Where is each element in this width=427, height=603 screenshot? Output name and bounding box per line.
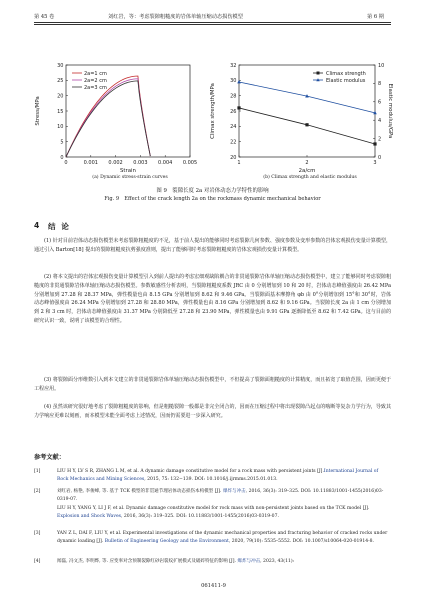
figure-caption-zh: 图 9 裂隙长度 2a 对岩体动态力学特性的影响 bbox=[156, 188, 269, 194]
data-point bbox=[373, 142, 376, 145]
reference-text: 刘红岩, 杨艳, 李俊峰, 等. 基于 TCK 模型的非贯通节理岩体动态损伤本构模型 [J]. 爆炸与冲击, 2016, 36(3): 319–325. DOI: 10.11883/1001-1455(2016)03-0319-07. bbox=[57, 489, 384, 502]
reference-link[interactable]: 爆炸与冲击 bbox=[222, 489, 246, 494]
references-heading: 参考文献： bbox=[34, 454, 65, 461]
legend-label: Elastic modulus bbox=[326, 77, 366, 84]
y-tick-label: 30 bbox=[230, 78, 237, 85]
paragraph-4 bbox=[34, 403, 391, 421]
x-axis-label: 2a/cm bbox=[298, 168, 316, 174]
legend-label: Climax strength bbox=[326, 70, 366, 77]
reference-text: LIU H Y, YANG Y, LI J F, et al. Dynamic damage constitutive model for rock mass with non-persistent joints based on the TCK model [J]. Explosion and Shock Waves, 2016, 36(3): 319–325. DOI: 10.11883/1001-1455(2016)03-0319-07. bbox=[57, 506, 370, 519]
paragraph-3-text: (3) 将裂隙面分形维数引入到本文建立的非贯通裂隙岩体单轴压缩动态损伤模型中，不但提高了裂隙面粗糙度的计算精度，而且拓宽了取值范围，因而更便于工程应用。 bbox=[34, 377, 391, 392]
subcaption-a: (a) Dynamic stress-strain curves bbox=[92, 175, 168, 180]
y-tick-label: 25 bbox=[57, 78, 64, 85]
x-tick-label: 0.003 bbox=[133, 160, 148, 166]
y-right-tick-label: 4 bbox=[378, 118, 382, 124]
figure-caption-en: Fig. 9 Effect of the crack length 2a on the rockmass dynamic mechanical behavior bbox=[104, 196, 321, 202]
y-tick-label: 20 bbox=[230, 154, 237, 161]
header-rule-thin bbox=[34, 24, 391, 25]
y-right-tick-label: 0 bbox=[378, 154, 382, 161]
legend-label: 2a=2 cm bbox=[84, 77, 107, 84]
section-number: 4 bbox=[34, 221, 40, 230]
y-tick-label: 15 bbox=[57, 108, 64, 115]
legend-label: 2a=3 cm bbox=[84, 84, 107, 91]
y-axis-label: Climax strength/MPa bbox=[210, 83, 216, 139]
x-tick-label: 0.001 bbox=[83, 160, 98, 166]
reference-text: LIU H Y, LV S R, ZHANG L M, et al. A dynamic damage constitutive model for a rock mass with persistent joints [J].International Journal of Rock Mechanics and Mining Sciences, 2015, 75: 132−139. DOI: 10.1016/j.ijrmms.2015.01.013. bbox=[57, 469, 379, 482]
reference-link[interactable]: Explosion and Shock Waves bbox=[57, 513, 121, 519]
chart-climax-modulus bbox=[205, 55, 400, 175]
y-tick-label: 30 bbox=[57, 62, 64, 69]
header-issue: 第 6 期 bbox=[367, 14, 384, 20]
paragraph-2-text: (2) 将本文提出的岩体宏观损伤变量计算模型引入到前人提出的考虑宏细观缺陷耦合的非贯通裂隙岩体单轴压缩动态损伤模型中，建立了能够同时考虑裂隙粗糙度的非贯通裂隙岩体单轴压缩动态损伤模型。参数敏感性分析表明，当裂隙粗糙度系数 JRC 由 0 分别增加到 10 和 20 时，岩体动态峰值强度由 26.42 MPa 分别增加到 27.28 和 28.37 MPa，弹性模量也由 8.15 GPa 分别增加到 8.62 和 9.46 GPa。当裂隙面基本摩擦角 φb 由 0°分别增加到 15°和 30°时，岩体动态峰值强度由 26.24 MPa 分别增加到 27.28 和 28.80 MPa，弹性模量也由 8.16 GPa 分别增加到 8.62 和 9.16 GPa。当裂隙长度 2a 由 1 cm 分别增加到 2 和 3 cm 时，岩体动态峰值强度由 31.37 MPa 分别降低至 27.28 和 23.90 MPa，弹性模量也由 9.91 GPa 逐渐降低至 8.62 和 7.42 GPa。这与目前的研究认识一致，说明了该模型的合理性。 bbox=[34, 274, 391, 324]
reference-item bbox=[34, 558, 391, 568]
reference-link[interactable]: International Journal of Rock Mechanics and Mining Sciences bbox=[57, 469, 379, 482]
reference-item bbox=[34, 488, 391, 504]
y-right-tick-label: 2 bbox=[378, 136, 382, 143]
reference-link[interactable]: 爆炸与冲击 bbox=[237, 559, 261, 564]
reference-number: [3] bbox=[34, 531, 41, 536]
series-line bbox=[66, 76, 150, 157]
series-line bbox=[66, 79, 150, 157]
y-tick-label: 28 bbox=[230, 93, 237, 100]
legend-marker bbox=[317, 72, 320, 75]
paragraph-4-text: (4) 虽然该研究很好地考虑了裂隙粗糙度的影响，但是粗糙裂隙一般都是非完全闭合的，因而在压缩过程中将出现裂隙凸起点的啮断等复杂力学行为，导致其力学响应更难以刻画，而本模型未能全面考虑上述情况，因而仍需要进一步深入研究。 bbox=[34, 404, 391, 419]
page-number: 061411-9 bbox=[201, 583, 226, 589]
y-right-tick-label: 8 bbox=[378, 81, 382, 88]
subcaption-b: (b) Climax strength and elastic modulus bbox=[263, 175, 357, 180]
x-tick-label: 0.005 bbox=[182, 160, 198, 166]
paragraph-3 bbox=[34, 376, 391, 394]
y-tick-label: 0 bbox=[60, 154, 64, 161]
header-title: 刘红岩，等：考虑裂隙粗糙度的岩体单轴压缩动态损伤模型 bbox=[108, 14, 243, 20]
legend-label: 2a=1 cm bbox=[84, 70, 107, 77]
x-tick-label: 3 bbox=[373, 160, 377, 166]
reference-text: YAN Z L, DAI F, LIU Y, et al. Experimental investigations of the dynamic mechanical properties and fracturing behavior of cracked rocks under dynamic loading [J]. Bulletin of Engineering Geology and the Environment, 2020, 79(10): 5535–5552. DOI: 10.1007/s10064-020-01914-8. bbox=[57, 531, 388, 544]
y-right-tick-label: 6 bbox=[378, 99, 382, 106]
y-tick-label: 26 bbox=[230, 108, 237, 115]
x-tick-label: 1 bbox=[237, 160, 241, 166]
y-tick-label: 10 bbox=[57, 124, 64, 131]
y-right-tick-label: 10 bbox=[378, 62, 385, 69]
x-tick-label: 0 bbox=[64, 160, 68, 166]
reference-item bbox=[34, 505, 391, 521]
paragraph-1 bbox=[34, 237, 391, 255]
paragraph-1-text: (1) 针对目前岩体动态损伤模型未考虑裂隙粗糙度的不足，基于前人提出的能够同时考虑裂隙几何参数、强度参数及变形参数的岩体宏观损伤变量计算模型，通过引入 Barton[18] 提出的裂隙粗糙度抗剪强度准则，提出了能够同时考虑裂隙粗糙度的岩体宏观损伤变量计算模型。 bbox=[34, 238, 391, 253]
y-tick-label: 32 bbox=[230, 62, 237, 69]
paragraph-2 bbox=[34, 273, 391, 326]
y-tick-label: 5 bbox=[60, 139, 64, 146]
x-tick-label: 0.004 bbox=[158, 160, 173, 166]
reference-link[interactable]: Bulletin of Engineering Geology and the Environment bbox=[104, 538, 229, 544]
reference-number: [1] bbox=[34, 469, 41, 474]
y-axis-label: Stress/MPa bbox=[35, 96, 41, 126]
reference-item bbox=[34, 530, 391, 554]
reference-number: [4] bbox=[34, 559, 41, 564]
reference-text: 闻磊, 冯文杰, 李明烨, 等. 应变率对含预制裂隙红砂岩裂纹扩展模式及破碎特征的影响 [J]. 爆炸与冲击, 2023, 43(11): bbox=[57, 559, 295, 564]
data-point bbox=[305, 123, 308, 126]
reference-item bbox=[34, 468, 391, 484]
y-right-axis-label: Elastic modulus/GPa bbox=[387, 83, 393, 139]
x-tick-label: 2 bbox=[305, 160, 309, 166]
reference-number: [2] bbox=[34, 489, 41, 494]
y-tick-label: 24 bbox=[230, 124, 237, 131]
x-tick-label: 0.002 bbox=[108, 160, 123, 166]
x-axis-label: Strain bbox=[120, 168, 136, 174]
chart-stress-strain bbox=[30, 55, 210, 175]
header-volume: 第 45 卷 bbox=[34, 14, 55, 20]
y-tick-label: 22 bbox=[230, 139, 237, 146]
section-title: 结 论 bbox=[48, 222, 71, 231]
y-tick-label: 20 bbox=[57, 93, 64, 100]
data-point bbox=[237, 106, 240, 109]
